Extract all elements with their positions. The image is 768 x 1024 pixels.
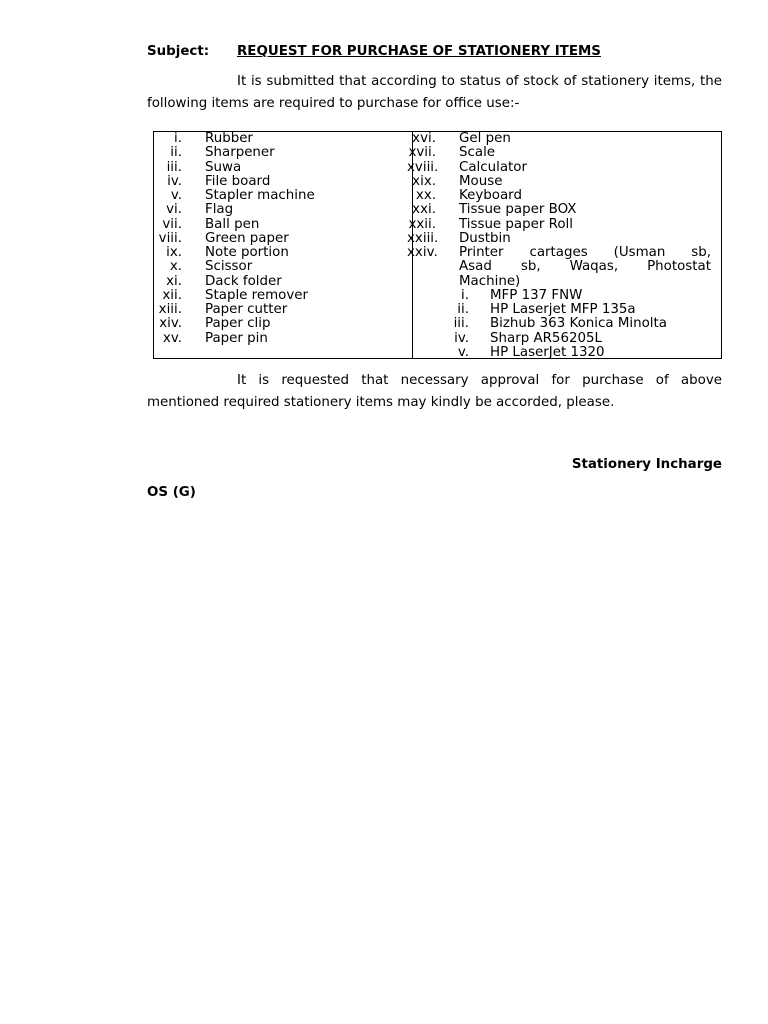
list-item-printer xyxy=(407,245,722,260)
items-list-right xyxy=(407,131,722,360)
list-item xyxy=(154,289,412,303)
item-label-continuation: Asad sb, Waqas, Photostat xyxy=(459,259,711,275)
sub-item-label: HP Laserjet MFP 135a xyxy=(490,302,636,317)
sub-list-item xyxy=(413,332,722,346)
items-list-left xyxy=(154,132,412,346)
list-item xyxy=(154,203,412,217)
list-item xyxy=(408,145,722,161)
item-label: File board xyxy=(205,173,271,189)
list-item xyxy=(154,332,412,346)
list-item xyxy=(413,175,722,189)
sub-item-number: iv. xyxy=(454,330,469,346)
item-number: x. xyxy=(169,259,182,275)
item-number: vii. xyxy=(162,216,182,232)
item-number: xxiv. xyxy=(407,245,438,260)
sub-list-item xyxy=(413,303,722,317)
subject-text: REQUEST FOR PURCHASE OF STATIONERY ITEMS xyxy=(237,44,601,59)
sub-list-item xyxy=(413,317,722,331)
list-item xyxy=(154,303,412,317)
sub-item-number: v. xyxy=(457,344,469,360)
signature: Stationery Incharge xyxy=(571,457,722,472)
sub-item-label: Sharp AR56205L xyxy=(490,330,602,346)
item-label: Scissor xyxy=(205,259,253,275)
list-item xyxy=(407,230,722,246)
item-label: Note portion xyxy=(205,245,289,260)
item-number: vi. xyxy=(166,202,182,218)
list-item xyxy=(154,189,412,203)
item-number: i. xyxy=(174,131,182,146)
list-item xyxy=(407,159,722,175)
list-item xyxy=(154,175,412,189)
item-number: xiii. xyxy=(158,302,182,317)
item-number: xvii. xyxy=(408,145,436,161)
item-label: Calculator xyxy=(459,159,527,175)
item-number: xx. xyxy=(415,188,436,203)
list-item xyxy=(413,132,722,146)
item-number: xv. xyxy=(162,330,182,346)
item-label: Tissue paper BOX xyxy=(459,202,577,218)
item-label: Dustbin xyxy=(459,230,511,246)
sub-item-label: MFP 137 FNW xyxy=(490,287,583,303)
item-number: xix. xyxy=(412,173,436,189)
item-label: Suwa xyxy=(205,159,242,175)
item-number: xvi. xyxy=(412,131,436,146)
item-number: xxiii. xyxy=(407,230,439,246)
intro-paragraph: It is submitted that according to status of stock of stationery items, the following items are required to purchase for office use:- xyxy=(147,74,722,111)
item-label: Gel pen xyxy=(459,131,511,146)
list-item xyxy=(154,132,412,146)
item-label: Paper cutter xyxy=(205,302,288,317)
subject-line xyxy=(147,44,601,59)
item-label: Green paper xyxy=(205,230,289,246)
sub-item-number: ii. xyxy=(457,302,469,317)
item-label: Ball pen xyxy=(205,216,260,232)
list-item xyxy=(154,260,412,274)
list-item xyxy=(408,216,722,232)
list-item xyxy=(154,317,412,331)
item-label-continuation: Machine) xyxy=(459,273,521,289)
closing-paragraph: It is requested that necessary approval for purchase of above mentioned required stationery items may kindly be accorded, please. xyxy=(147,373,722,410)
item-label: Scale xyxy=(459,145,496,161)
item-label: Rubber xyxy=(205,131,253,146)
item-label: Paper pin xyxy=(205,330,268,346)
item-number: ii. xyxy=(170,145,182,161)
item-number-blank xyxy=(407,260,436,274)
addressee: OS (G) xyxy=(147,485,196,500)
list-item-continuation xyxy=(413,260,722,274)
sub-item-label: Bizhub 363 Konica Minolta xyxy=(490,316,667,332)
item-label: Stapler machine xyxy=(205,188,315,203)
sub-list-item xyxy=(413,289,722,303)
sub-list-item xyxy=(413,346,722,360)
list-item xyxy=(154,161,412,175)
list-item xyxy=(413,203,722,217)
list-item xyxy=(154,275,412,289)
item-label: Flag xyxy=(205,202,234,218)
sub-item-number: iii. xyxy=(453,316,469,332)
subject-label: Subject: xyxy=(147,44,210,59)
item-label: Printer cartages (Usman sb, xyxy=(459,245,711,260)
list-item xyxy=(154,232,412,246)
sub-item-label: HP LaserJet 1320 xyxy=(490,344,605,360)
item-label: Staple remover xyxy=(205,287,309,303)
item-number: xxi. xyxy=(412,202,436,218)
list-item xyxy=(154,218,412,232)
list-item xyxy=(413,189,722,203)
item-label: Paper clip xyxy=(205,316,271,332)
list-item-continuation xyxy=(413,275,722,289)
list-item xyxy=(154,246,412,260)
item-label: Mouse xyxy=(459,173,503,189)
items-table xyxy=(153,131,722,359)
item-number: xviii. xyxy=(407,159,439,175)
item-number: ix. xyxy=(166,245,182,260)
item-number: iv. xyxy=(167,173,182,189)
item-number-blank xyxy=(407,275,436,289)
item-number: v. xyxy=(170,188,182,203)
item-label: Dack folder xyxy=(205,273,282,289)
item-number: viii. xyxy=(158,230,182,246)
item-number: xii. xyxy=(162,287,182,303)
item-number: xiv. xyxy=(159,316,182,332)
item-label: Tissue paper Roll xyxy=(459,216,573,232)
item-label: Keyboard xyxy=(459,188,522,203)
sub-item-number: i. xyxy=(461,287,469,303)
list-item xyxy=(154,146,412,160)
item-number: xi. xyxy=(166,273,182,289)
item-number: xxii. xyxy=(408,216,436,232)
item-label: Sharpener xyxy=(205,145,275,161)
item-number: iii. xyxy=(166,159,182,175)
